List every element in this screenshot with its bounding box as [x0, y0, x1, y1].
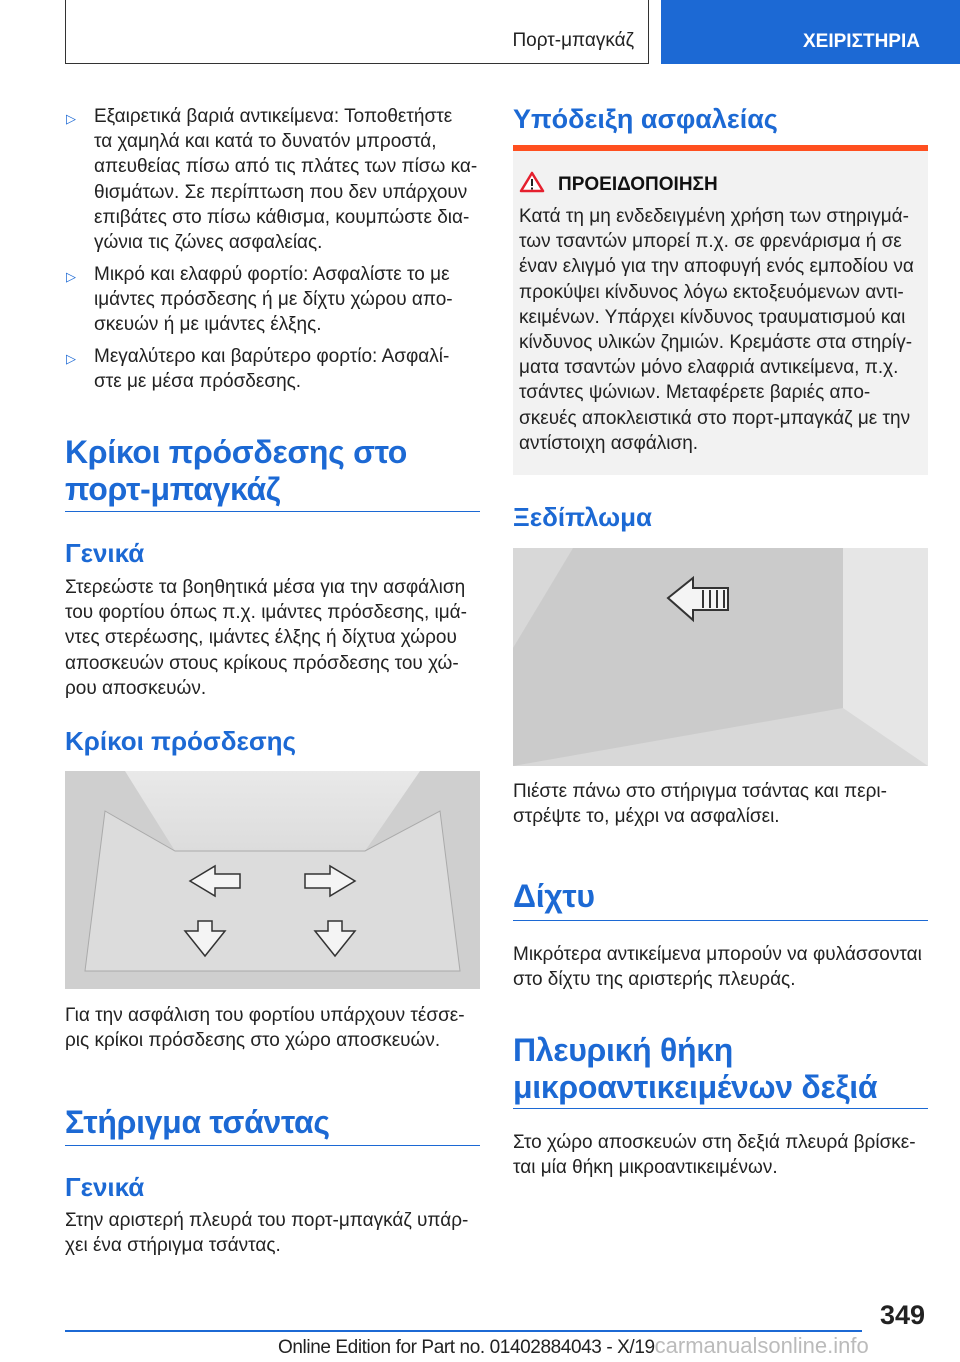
text-line: ρου αποσκευών. [65, 677, 207, 699]
text-line: του φορτίου όπως π.χ. ιμάντες πρόσδεσης, ιμά- [65, 602, 467, 624]
bullet-item [94, 262, 453, 338]
bullet-triangle-icon: ▷ [66, 111, 76, 126]
text-line: Πλευρική θήκη [513, 1032, 734, 1068]
text-line: ματα τσαντών μόνο ελαφριά αντικείμενα, π.χ. [519, 357, 899, 379]
text-line: ιμάντες πρόσδεσης ή με δίχτυ χώρου απο- [94, 289, 453, 311]
divider [65, 511, 480, 512]
warning-triangle-icon [519, 171, 545, 193]
text-line: τα χαμηλά και κατά το δυνατόν μπροστά, [94, 131, 437, 153]
warning-box [513, 145, 928, 475]
text-line: Πιέστε πάνω στο στήριγμα τσάντας και περι- [513, 781, 887, 802]
text-line: των τσαντών μπορεί π.χ. σε φρενάρισμα ή σε [519, 231, 902, 253]
text-line: Μικρότερα αντικείμενα μπορούν να φυλάσσονται [513, 944, 922, 965]
section-heading: Στήριγμα τσάντας [65, 1104, 330, 1140]
chapter-tab[interactable] [661, 0, 960, 64]
trunk-lashing-eyes-image [65, 771, 480, 989]
text-line: Κρίκοι πρόσδεσης στο [65, 434, 408, 470]
image-caption [513, 779, 887, 829]
bullet-item [94, 344, 449, 394]
edition-text: Online Edition for Part no. 01402884043 - X/19 [278, 1337, 655, 1358]
text-line: γώνια τις ζώνες ασφαλείας. [94, 232, 323, 254]
bullet-triangle-icon: ▷ [66, 351, 76, 366]
warning-bar [513, 145, 928, 151]
text-line: στο δίχτυ της αριστερής πλευράς. [513, 969, 796, 991]
paragraph [65, 575, 467, 701]
text-line: προκύψει κίνδυνος λόγω εκτοξευόμενων αντι- [519, 281, 904, 303]
text-line: τσάντες ψώνιων. Μεταφέρετε βαριές απο- [519, 382, 871, 404]
bag-hook-image [513, 548, 928, 766]
safety-heading: Υπόδειξη ασφαλείας [513, 104, 778, 134]
bullet-triangle-icon: ▷ [66, 269, 76, 284]
text-line: Κατά τη μη ενδεδειγμένη χρήση των στηριγμά- [519, 206, 909, 227]
section-title: Πορτ-μπαγκάζ [512, 30, 634, 51]
subheading: Κρίκοι πρόσδεσης [65, 726, 297, 756]
section-heading [65, 434, 407, 508]
bullet-item [94, 104, 477, 255]
page-number: 349 [880, 1300, 926, 1330]
footer-edition [278, 1333, 869, 1359]
text-line: σκευές αποκλειστικά στο πορτ-μπαγκάζ με την [519, 407, 911, 429]
divider [65, 1145, 480, 1146]
text-line: Στην αριστερή πλευρά του πορτ-μπαγκάζ υπάρ- [65, 1210, 469, 1231]
divider [513, 1108, 928, 1109]
text-line: Στερεώστε τα βοηθητικά μέσα για την ασφάλιση [65, 577, 466, 598]
paragraph [65, 1208, 468, 1258]
text-line: κειμένων. Υπάρχει κίνδυνος τραυματισμού και [519, 306, 906, 328]
image-caption [65, 1003, 465, 1053]
text-line: αποσκευών στους κρίκους πρόσδεσης του χώ- [65, 652, 459, 674]
footer-rule [65, 1330, 862, 1332]
text-line: επιβάτες στο πίσω κάθισμα, κουμπώστε δια- [94, 206, 470, 228]
text-line: πορτ-μπαγκάζ [65, 471, 281, 507]
section-heading [513, 1032, 877, 1106]
text-line: ται μία θήκη μικροαντικειμένων. [513, 1157, 778, 1179]
text-line: ρις κρίκοι πρόσδεσης στο χώρο αποσκευών. [65, 1030, 441, 1052]
subheading: Ξεδίπλωμα [513, 502, 653, 532]
section-heading: Δίχτυ [513, 878, 595, 914]
text-line: Για την ασφάλιση του φορτίου υπάρχουν τέσσε- [65, 1005, 465, 1026]
header-title-box [65, 0, 649, 64]
text-line: Εξαιρετικά βαριά αντικείμενα: Τοποθετήστε [94, 106, 453, 127]
text-line: έναν ελιγμό για την αποφυγή ενός εμποδίου να [519, 256, 914, 278]
text-line: αντίστοιχη ασφάλιση. [519, 432, 699, 454]
text-line: κίνδυνος υλικών ζημιών. Κρεμάστε στα στηρίγ- [519, 332, 913, 354]
text-line: μικροαντικειμένων δεξιά [513, 1069, 878, 1105]
paragraph [513, 942, 922, 992]
subheading: Γενικά [65, 1172, 145, 1202]
text-line: Μικρό και ελαφρύ φορτίο: Ασφαλίστε το με [94, 264, 450, 285]
text-line: χει ένα στήριγμα τσάντας. [65, 1235, 281, 1257]
watermark[interactable]: carmanualsonline.info [654, 1333, 869, 1358]
text-line: σκευών ή με ιμάντες έλξης. [94, 314, 322, 336]
divider [513, 920, 928, 921]
warning-label: ΠΡΟΕΙΔΟΠΟΙΗΣΗ [558, 174, 718, 195]
paragraph [513, 1130, 916, 1180]
text-line: ντες στερέωσης, ιμάντες έλξης ή δίχτυα χώρου [65, 627, 457, 649]
text-line: στρέψτε το, μέχρι να ασφαλίσει. [513, 806, 780, 828]
warning-text [519, 204, 914, 456]
chapter-label: ΧΕΙΡΙΣΤΗΡΙΑ [803, 31, 920, 52]
text-line: στε με μέσα πρόσδεσης. [94, 371, 302, 393]
text-line: Μεγαλύτερο και βαρύτερο φορτίο: Ασφαλί- [94, 346, 450, 367]
text-line: απευθείας πίσω από τις πλάτες των πίσω κα- [94, 156, 478, 178]
text-line: Στο χώρο αποσκευών στη δεξιά πλευρά βρίσκε- [513, 1132, 916, 1153]
subheading: Γενικά [65, 538, 145, 568]
text-line: θισμάτων. Σε περίπτωση που δεν υπάρχουν [94, 181, 468, 203]
